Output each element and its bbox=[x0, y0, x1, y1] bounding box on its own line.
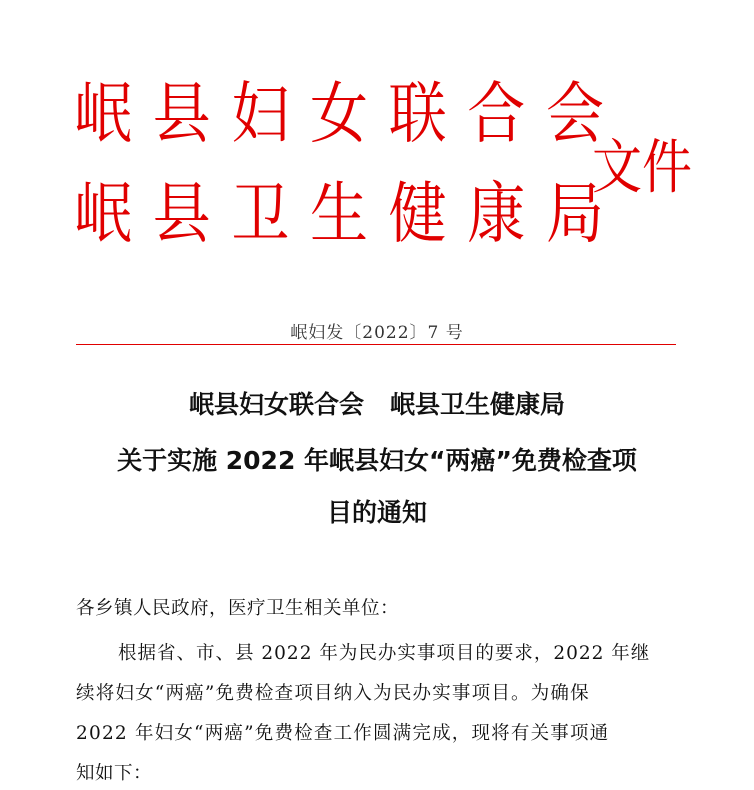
letterhead-issuer-health-bureau bbox=[74, 174, 604, 253]
body-line: 2022 年妇女“两癌”免费检查工作圆满完成，现将有关事项通 bbox=[76, 723, 610, 744]
letterhead-char: 康 bbox=[467, 174, 526, 253]
letterhead-char: 县 bbox=[152, 74, 211, 153]
salutation: 各乡镇人民政府，医疗卫生相关单位： bbox=[76, 598, 400, 619]
title-issuer-left: 岷县妇女联合会 bbox=[188, 390, 364, 419]
document-title-line-2: 关于实施 2022 年岷县妇女“两癌”免费检查项 bbox=[117, 446, 637, 475]
letterhead-char: 生 bbox=[309, 174, 368, 253]
letterhead-char: 妇 bbox=[231, 74, 290, 153]
body-line: 续将妇女“两癌”免费检查项目纳入为民办实事项目。为确保 bbox=[76, 683, 590, 704]
letterhead-char: 局 bbox=[545, 174, 604, 253]
letterhead-suffix: 文件 bbox=[592, 133, 692, 202]
body-line: 根据省、市、县 2022 年为民办实事项目的要求，2022 年继 bbox=[118, 643, 651, 664]
title-issuer-right: 岷县卫生健康局 bbox=[390, 390, 566, 419]
document-title-line-1 bbox=[60, 392, 694, 417]
letterhead-char: 合 bbox=[467, 74, 526, 153]
letterhead-char: 女 bbox=[309, 74, 368, 153]
letterhead-char: 会 bbox=[545, 74, 604, 153]
letterhead-char: 岷 bbox=[74, 74, 133, 153]
document-title-line-3: 目的通知 bbox=[326, 498, 427, 527]
letterhead-char: 岷 bbox=[74, 174, 133, 253]
letterhead-char: 健 bbox=[388, 174, 447, 253]
letterhead-char: 卫 bbox=[231, 174, 290, 253]
red-letterhead bbox=[0, 0, 754, 260]
red-divider-line bbox=[76, 344, 676, 345]
document-number: 岷妇发〔2022〕7 号 bbox=[290, 323, 464, 343]
body-line: 知如下： bbox=[76, 763, 153, 784]
letterhead-char: 联 bbox=[388, 74, 447, 153]
letterhead-issuer-women-federation bbox=[74, 74, 604, 153]
letterhead-char: 县 bbox=[152, 174, 211, 253]
